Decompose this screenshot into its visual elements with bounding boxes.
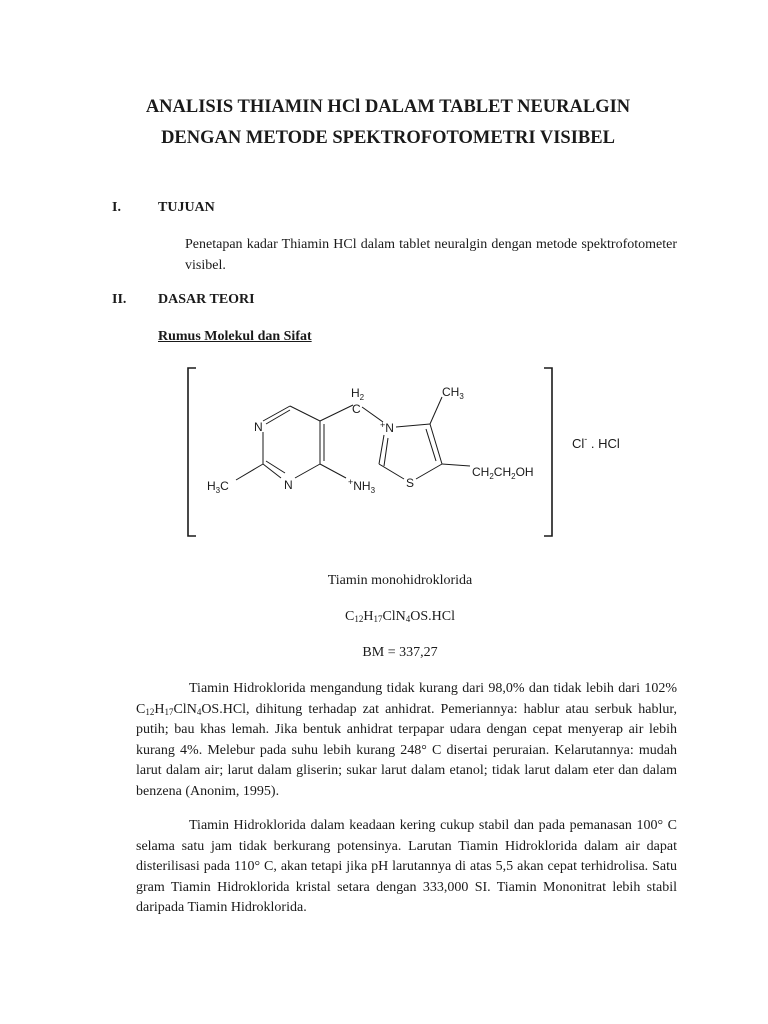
atom-label-h3c: $H_3C$	[207, 479, 229, 495]
structure-atom-labels	[207, 385, 534, 495]
section-2-title: DASAR TEORI	[158, 292, 255, 307]
compound-name: Tiamin monohidroklorida	[327, 573, 473, 588]
atom-label-n-bottom: N	[284, 478, 293, 492]
atom-label-c: C	[352, 402, 361, 416]
title-line-2: DENGAN METODE SPEKTROFOTOMETRI VISIBEL	[161, 128, 615, 148]
structure-brackets	[188, 368, 552, 536]
atom-label-ch2ch2oh: $CH_2CH_2OH$	[472, 465, 534, 481]
atom-label-nh3: $^+NH_3$	[348, 477, 376, 495]
compound-bm: BM = 337,27	[362, 645, 438, 660]
atom-label-ch3: $CH_3$	[442, 385, 464, 401]
counter-ion-label: Cl- . HCl	[572, 434, 620, 451]
compound-formula: $C_{12}H_{17}ClN_4OS.HCl$	[344, 609, 456, 624]
document-title	[80, 92, 696, 154]
section-1-number: I.	[112, 200, 121, 215]
atom-label-n-top: N	[254, 420, 263, 434]
title-line-1: ANALISIS THIAMIN HCl DALAM TABLET NEURALGIN	[145, 97, 631, 117]
section-1-paragraph: Penetapan kadar Thiamin HCl dalam tablet neuralgin dengan metode spektrofotometer visibel.	[185, 237, 677, 273]
body-paragraph-1: Tiamin Hidroklorida mengandung tidak kurang dari 98,0% dan tidak lebih dari 102% $C_{12}H_{17}ClN_4OS.HCl$, dihitung terhadap zat anhidrat. Pemeriannya: hablur atau serbuk hablur, putih; bau khas lemah. Jika bentuk anhidrat terpapar udara dengan cepat menyerap air lebih kurang 4%. Melebur pada suhu lebih kurang 248° C disertai peruraian. Kelarutannya: mudah larut dalam air; larut dalam gliserin; sukar larut dalam etanol; tidak larut dalam eter dan dalam benzena (Anonim, 1995).	[136, 681, 677, 799]
atom-label-h2: $H_2$	[351, 386, 365, 402]
section-2-number: II.	[112, 292, 127, 307]
section-1-title: TUJUAN	[158, 200, 215, 215]
section-2-subheading: Rumus Molekul dan Sifat	[158, 329, 312, 344]
atom-label-n-ring: +N	[380, 420, 394, 435]
body-paragraph-2: Tiamin Hidroklorida dalam keadaan kering cukup stabil dan pada pemanasan 100° C selama satu jam tidak berkurang potensinya. Larutan Tiamin Hidroklorida dalam air dapat disterilisasi pada 110° C, akan tetapi jika pH larutannya di atas 5,5 akan cepat terhidrolisa. Satu gram Tiamin Hidroklorida kristal setara dengan 333,000 SI. Tiamin Mononitrat lebih stabil daripada Tiamin Hidroklorida.	[136, 818, 677, 916]
thiamin-structure-diagram	[180, 360, 640, 545]
atom-label-s: S	[406, 476, 415, 490]
